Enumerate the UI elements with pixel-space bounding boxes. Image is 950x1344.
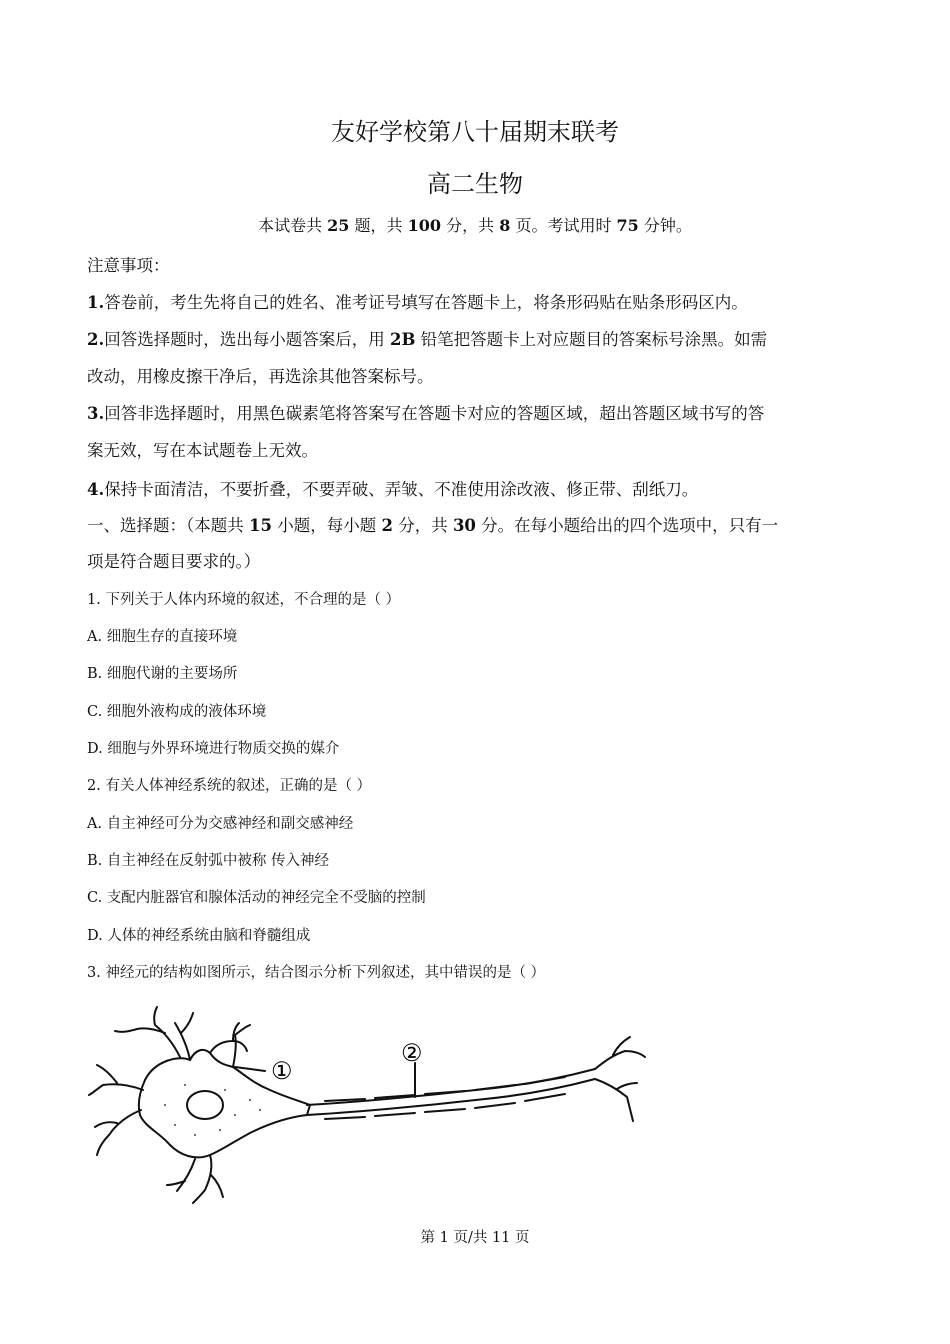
notice-item-3: 3.回答非选择题时，用黑色碳素笔将答案写在答题卡对应的答题区域，超出答题区域书写的答 — [87, 404, 765, 423]
notice-heading: 注意事项： — [87, 256, 170, 275]
notice-item-4: 4.保持卡面清洁，不要折叠，不要弄破、弄皱、不准使用涂改液、修正带、刮纸刀。 — [87, 480, 699, 499]
section-heading: 一、选择题：（本题共 15 小题，每小题 2 分，共 30 分。在每小题给出的四个选项中，只有一 — [87, 516, 779, 535]
notice-item-2: 2.回答选择题时，选出每小题答案后，用 2B 铅笔把答题卡上对应题目的答案标号涂黑。如需 — [87, 330, 768, 349]
question-2-option-b: B. 自主神经在反射弧中被称 传入神经 — [87, 853, 329, 869]
section-heading-cont: 项是符合题目要求的。） — [87, 552, 261, 571]
dendrite — [167, 1159, 195, 1191]
question-1-option-a: A. 细胞生存的直接环境 — [87, 629, 238, 645]
exam-summary: 本试卷共 25 题，共 100 分，共 8 页。考试用时 75 分钟。 — [258, 216, 692, 235]
question-2-option-a: A. 自主神经可分为交感神经和副交感神经 — [87, 816, 354, 832]
notice-item-2-cont: 改动，用橡皮擦干净后，再选涂其他答案标号。 — [87, 367, 434, 386]
figure-label-1: ① — [271, 1057, 293, 1085]
notice-item-1: 1.答卷前，考生先将自己的姓名、准考证号填写在答题卡上，将条形码贴在贴条形码区内。 — [87, 293, 748, 312]
exam-title: 友好学校第八十届期末联考 — [331, 118, 619, 146]
dendrite — [193, 1155, 223, 1203]
dendrite — [95, 1110, 141, 1155]
question-1-option-d: D. 细胞与外界环境进行物质交换的媒介 — [87, 741, 340, 757]
question-3-stem: 3. 神经元的结构如图所示，结合图示分析下列叙述，其中错误的是（ ） — [87, 965, 546, 981]
axon-terminal — [595, 1037, 645, 1121]
question-1-option-c: C. 细胞外液构成的液体环境 — [87, 704, 267, 720]
question-2-stem: 2. 有关人体神经系统的叙述，正确的是（ ） — [87, 778, 372, 794]
question-2-option-c: C. 支配内脏器官和腺体活动的神经完全不受脑的控制 — [87, 890, 426, 906]
exam-subject: 高二生物 — [427, 170, 523, 198]
page-footer: 第 1 页/共 11 页 — [420, 1230, 530, 1246]
dendrite — [89, 1065, 143, 1095]
figure-label-2: ② — [401, 1039, 423, 1067]
neuron-figure — [85, 1005, 655, 1205]
myelin-sheath — [525, 1077, 565, 1101]
question-1-option-b: B. 细胞代谢的主要场所 — [87, 666, 238, 682]
question-2-option-d: D. 人体的神经系统由脑和脊髓组成 — [87, 928, 311, 944]
question-1-stem: 1. 下列关于人体内环境的叙述，不合理的是（ ） — [87, 592, 401, 608]
dendrite — [210, 1023, 247, 1053]
dendrite — [233, 1025, 250, 1067]
notice-item-3-cont: 案无效，写在本试题卷上无效。 — [87, 441, 318, 460]
dendrite — [115, 1007, 180, 1057]
nucleus — [187, 1091, 223, 1119]
